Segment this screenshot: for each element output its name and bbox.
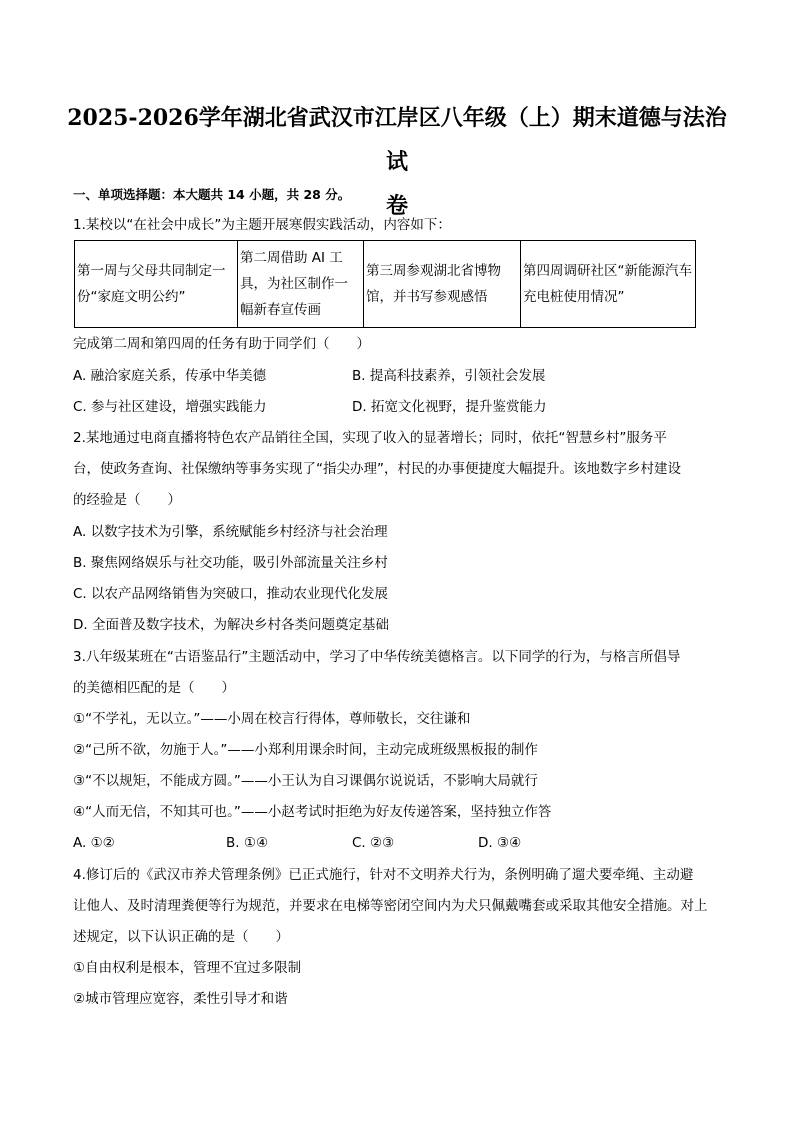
- q3-option-d: D. ③④: [478, 835, 522, 851]
- q4-item-2: ②城市管理应宽容，柔性引导才和谐: [73, 991, 288, 1007]
- table-cell-week4: 第四周调研社区“新能源汽车充电桩使用情况”: [521, 241, 696, 328]
- exam-title-line1: 2025-2026学年湖北省武汉市江岸区八年级（上）期末道德与法治试: [67, 105, 727, 175]
- q2-stem-line1: 2.某地通过电商直播将特色农产品销往全国，实现了收入的显著增长；同时，依托“智慧乡村”服务平: [73, 430, 667, 446]
- table-cell-week1: 第一周与父母共同制定一份“家庭文明公约”: [75, 241, 238, 328]
- q4-stem-line3: 述规定，以下认识正确的是（ ）: [73, 929, 289, 945]
- q3-item-2: ②“己所不欲，勿施于人。”——小郑利用课余时间，主动完成班级黑板报的制作: [73, 742, 538, 758]
- q1-option-d: D. 拓宽文化视野，提升鉴赏能力: [352, 399, 547, 415]
- q3-option-b: B. ①④: [226, 835, 269, 851]
- q2-option-b: B. 聚焦网络娱乐与社交功能，吸引外部流量关注乡村: [73, 555, 388, 571]
- q4-stem-line2: 让他人、及时清理粪便等行为规范，并要求在电梯等密闭空间内为犬只佩戴嘴套或采取其他安全措施。对上: [73, 898, 708, 914]
- exam-title-line2: 卷: [385, 193, 408, 219]
- q3-item-3: ③“不以规矩，不能成方圆。”——小王认为自习课偶尔说说话，不影响大局就行: [73, 773, 538, 789]
- table-cell-week2: 第二周借助 AI 工具，为社区制作一幅新春宣传画: [238, 241, 364, 328]
- q3-item-1: ①“不学礼，无以立。”——小周在校言行得体，尊师敬长，交往谦和: [73, 711, 471, 727]
- q3-stem-line2: 的美德相匹配的是（ ）: [73, 680, 235, 696]
- q1-option-c: C. 参与社区建设，增强实践能力: [73, 399, 267, 415]
- table-cell-week3: 第三周参观湖北省博物馆，并书写参观感悟: [364, 241, 521, 328]
- q4-item-1: ①自由权利是根本，管理不宜过多限制: [73, 960, 302, 976]
- q2-option-c: C. 以农产品网络销售为突破口，推动农业现代化发展: [73, 586, 389, 602]
- q4-stem-line1: 4.修订后的《武汉市养犬管理条例》已正式施行，针对不文明养犬行为，条例明确了遛犬要牵绳、主动避: [73, 867, 694, 883]
- q3-item-4: ④“人而无信，不知其可也。”——小赵考试时拒绝为好友传递答案，坚持独立作答: [73, 804, 552, 820]
- q3-option-c: C. ②③: [352, 835, 395, 851]
- exam-title: [60, 96, 734, 228]
- q1-question: 完成第二周和第四周的任务有助于同学们（ ）: [73, 336, 370, 352]
- q2-option-a: A. 以数字技术为引擎，系统赋能乡村经济与社会治理: [73, 524, 388, 540]
- q2-stem-line2: 台，使政务查询、社保缴纳等事务实现了“指尖办理”，村民的办事便捷度大幅提升。该地数字乡村建设: [73, 461, 681, 477]
- q2-option-d: D. 全面普及数字技术，为解决乡村各类问题奠定基础: [73, 617, 389, 633]
- q1-activity-table: [74, 240, 696, 328]
- q2-stem-line3: 的经验是（ ）: [73, 492, 181, 508]
- table-row: [75, 241, 696, 328]
- q3-option-a: A. ①②: [73, 835, 115, 851]
- q1-stem: 1.某校以“在社会中成长”为主题开展寒假实践活动，内容如下：: [73, 217, 451, 233]
- q3-stem-line1: 3.八年级某班在“古语鉴品行”主题活动中，学习了中华传统美德格言。以下同学的行为，与格言所倡导: [73, 649, 681, 665]
- section-heading: 一、单项选择题：本大题共 14 小题，共 28 分。: [73, 187, 351, 202]
- q1-option-a: A. 融洽家庭关系，传承中华美德: [73, 368, 267, 384]
- q1-option-b: B. 提高科技素养，引领社会发展: [352, 368, 546, 384]
